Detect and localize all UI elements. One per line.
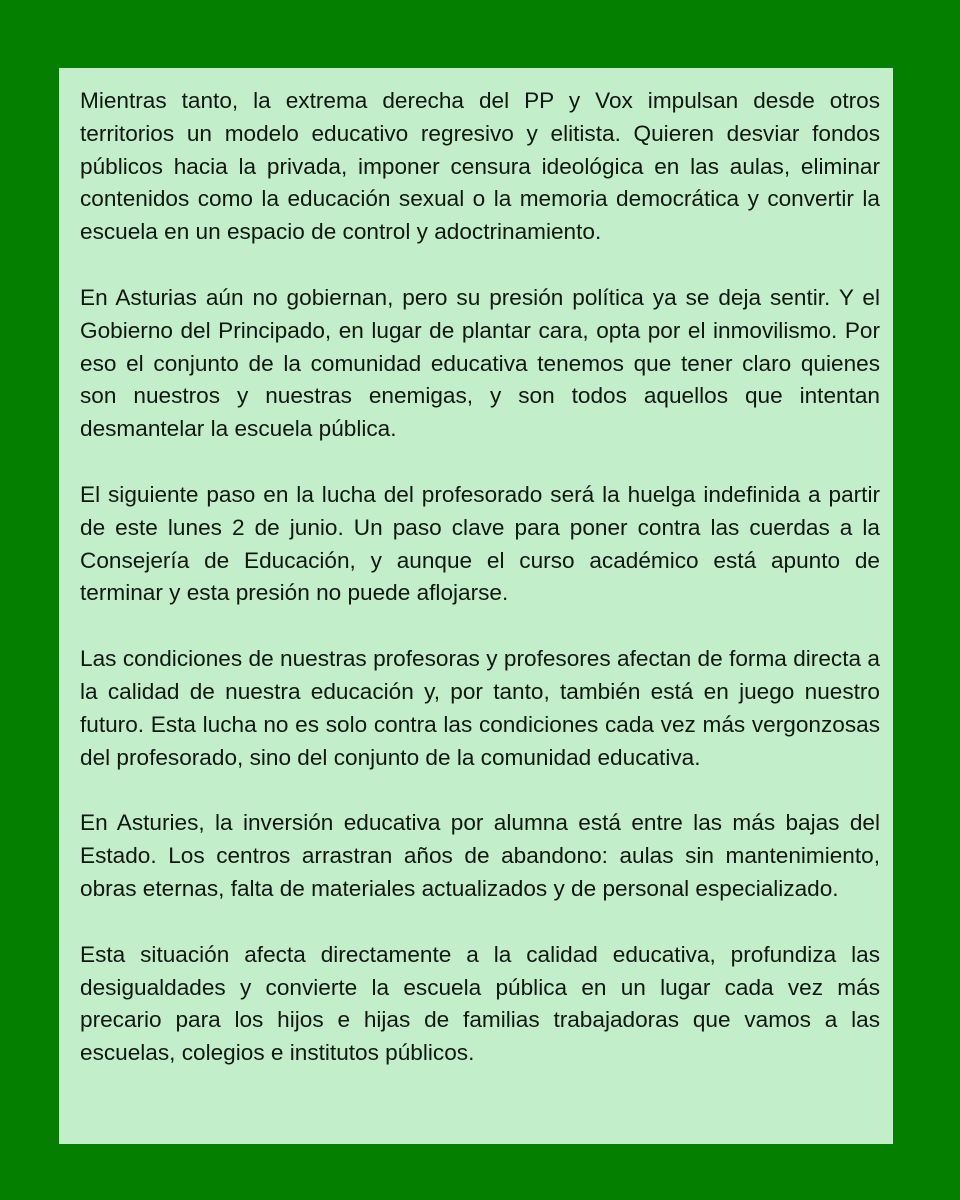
text-panel xyxy=(59,68,893,1144)
paragraph-6: Esta situación afecta directamente a la calidad educativa, profundiza las desigualdades y convierte la escuela pública en un lugar cada vez más precario para los hijos e hijas de familias trabajadoras que vamos a las escuelas, colegios e institutos públicos. xyxy=(80,941,880,1066)
paragraph-4: Las condiciones de nuestras profesoras y profesores afectan de forma directa a la calidad de nuestra educación y, por tanto, también está en juego nuestro futuro. Esta lucha no es solo contra las condiciones cada vez más vergonzosas del profesorado, sino del conjunto de la comunidad educativa. xyxy=(80,646,880,770)
paragraph-1: Mientras tanto, la extrema derecha del PP y Vox impulsan desde otros territorios un modelo educativo regresivo y elitista. Quieren desviar fondos públicos hacia la privada, imponer censura ideológica en las aulas, eliminar contenidos como la educación sexual o la memoria democrática y convertir la escuela en un espacio de control y adoctrinamiento. xyxy=(80,88,880,245)
paragraph-2: En Asturias aún no gobiernan, pero su presión política ya se deja sentir. Y el Gobierno del Principado, en lugar de plantar cara, opta por el inmovilismo. Por eso el conjunto de la comunidad educativa tenemos que tener claro quienes son nuestros y nuestras enemigas, y son todos aquellos que intentan desmantelar la escuela pública. xyxy=(80,284,880,442)
paragraph-5: En Asturies, la inversión educativa por alumna está entre las más bajas del Estado. Los centros arrastran años de abandono: aulas sin mantenimiento, obras eternas, falta de materiales actualizados y de personal especializado. xyxy=(80,810,880,901)
paragraph-3: El siguiente paso en la lucha del profesorado será la huelga indefinida a partir de este lunes 2 de junio. Un paso clave para poner contra las cuerdas a la Consejería de Educación, y aunque el curso académico está apunto de terminar y esta presión no puede aflojarse. xyxy=(80,481,880,606)
